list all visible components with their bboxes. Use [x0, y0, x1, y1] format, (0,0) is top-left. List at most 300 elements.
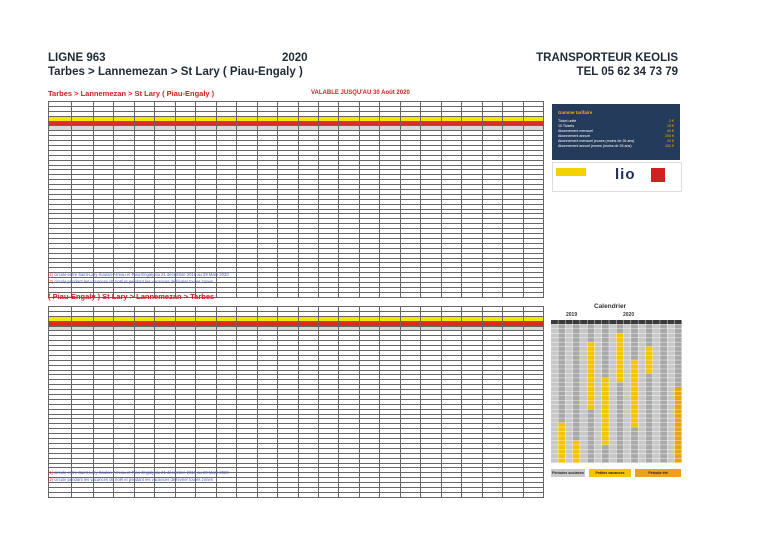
outbound-note-1: (1) circule entre Saint-Lary-Soulan-Arreau et Piau-Engaly du 21 décembre 2019 au 29 Mars 2020 — [48, 272, 229, 277]
calendar-cell — [624, 369, 631, 373]
calendar-cell — [660, 450, 667, 454]
calendar-cell — [587, 414, 594, 418]
calendar-cell — [653, 324, 660, 328]
calendar-cell — [573, 320, 580, 324]
calendar-cell — [573, 454, 580, 458]
calendar-cell — [653, 383, 660, 387]
calendar-cell — [566, 409, 573, 413]
calendar-cell — [587, 324, 594, 328]
calendar-cell — [573, 432, 580, 436]
timetable-cell — [298, 292, 318, 297]
timetable-cell — [257, 492, 277, 497]
calendar-cell — [595, 351, 602, 355]
calendar-cell — [653, 445, 660, 449]
calendar-cell — [595, 427, 602, 431]
calendar-cell — [653, 392, 660, 396]
calendar-cell — [638, 454, 645, 458]
calendar-cell — [595, 436, 602, 440]
timetable-cell — [237, 292, 257, 297]
calendar-cell — [624, 378, 631, 382]
calendar-cell — [667, 342, 674, 346]
calendar-cell — [660, 436, 667, 440]
calendar-cell — [667, 414, 674, 418]
calendar-cell — [631, 400, 638, 404]
calendar-cell — [566, 338, 573, 342]
calendar-cell — [566, 320, 573, 324]
calendar-cell — [667, 374, 674, 378]
calendar-cell — [667, 454, 674, 458]
calendar-cell — [631, 329, 638, 333]
calendar-cell — [675, 333, 682, 337]
calendar-cell — [660, 324, 667, 328]
timetable-cell — [523, 292, 543, 297]
calendar-cell — [558, 450, 565, 454]
calendar-cell — [653, 329, 660, 333]
calendar-cell — [653, 400, 660, 404]
calendar-cell — [675, 459, 682, 463]
calendar-cell — [602, 378, 609, 382]
calendar-cell — [638, 369, 645, 373]
calendar-cell — [660, 459, 667, 463]
calendar-cell — [566, 360, 573, 364]
calendar-cell — [609, 356, 616, 360]
calendar-cell — [631, 396, 638, 400]
calendar-cell — [602, 450, 609, 454]
calendar-cell — [617, 378, 624, 382]
calendar-cell — [595, 369, 602, 373]
calendar-cell — [587, 418, 594, 422]
timetable-cell — [318, 292, 338, 297]
calendar-cell — [602, 418, 609, 422]
calendar-cell — [667, 436, 674, 440]
calendar-cell — [631, 418, 638, 422]
calendar-cell — [667, 378, 674, 382]
calendar-cell — [617, 405, 624, 409]
calendar-cell — [624, 320, 631, 324]
calendar-cell — [653, 374, 660, 378]
calendar-cell — [675, 387, 682, 391]
calendar-cell — [602, 360, 609, 364]
timetable-cell — [380, 292, 400, 297]
calendar-cell — [566, 405, 573, 409]
calendar-cell — [646, 427, 653, 431]
calendar-cell — [595, 387, 602, 391]
calendar-cell — [551, 454, 558, 458]
calendar-cell — [566, 329, 573, 333]
timetable-cell — [278, 292, 298, 297]
fare-row: Ticket unité 2 € — [558, 119, 674, 123]
calendar-cell — [566, 400, 573, 404]
timetable-cell — [49, 492, 72, 497]
calendar-cell — [609, 333, 616, 337]
fare-row: Abonnement annuel jeunes (moins de 26 ans) 100 € — [558, 144, 674, 148]
calendar-cell — [617, 436, 624, 440]
calendar-cell — [646, 396, 653, 400]
calendar-cell — [638, 405, 645, 409]
calendar-cell — [631, 409, 638, 413]
calendar-cell — [573, 400, 580, 404]
calendar-cell — [675, 423, 682, 427]
calendar-cell — [646, 320, 653, 324]
calendar-cell — [617, 423, 624, 427]
timetable-cell — [216, 292, 236, 297]
calendar-cell — [624, 450, 631, 454]
calendar-cell — [667, 333, 674, 337]
calendar-cell — [646, 383, 653, 387]
calendar-cell — [609, 418, 616, 422]
calendar-cell — [667, 459, 674, 463]
calendar-cell — [675, 445, 682, 449]
calendar-cell — [617, 329, 624, 333]
calendar-cell — [609, 392, 616, 396]
calendar-cell — [638, 338, 645, 342]
calendar-cell — [566, 450, 573, 454]
calendar-cell — [566, 378, 573, 382]
fare-row: Abonnement mensuel 40 € — [558, 129, 674, 133]
calendar-cell — [595, 418, 602, 422]
calendar-cell — [660, 342, 667, 346]
calendar-cell — [675, 365, 682, 369]
calendar-cell — [631, 414, 638, 418]
calendar-cell — [617, 427, 624, 431]
calendar-cell — [551, 369, 558, 373]
calendar-cell — [558, 329, 565, 333]
calendar-cell — [580, 351, 587, 355]
calendar-cell — [617, 374, 624, 378]
calendar-cell — [646, 369, 653, 373]
calendar-cell — [660, 423, 667, 427]
calendar-cell — [617, 338, 624, 342]
calendar-cell — [587, 365, 594, 369]
calendar-cell — [624, 436, 631, 440]
calendar-cell — [609, 365, 616, 369]
calendar-cell — [675, 347, 682, 351]
fare-row: 10 Tickets 15 € — [558, 124, 674, 128]
calendar-title: Calendrier — [594, 303, 627, 310]
calendar-cell — [573, 441, 580, 445]
calendar-cell — [660, 374, 667, 378]
calendar-cell — [617, 360, 624, 364]
calendar-cell — [602, 427, 609, 431]
calendar-cell — [638, 383, 645, 387]
timetable-cell — [441, 492, 461, 497]
calendar-cell — [660, 333, 667, 337]
calendar-cell — [573, 427, 580, 431]
calendar-cell — [675, 441, 682, 445]
timetable-cell — [441, 292, 461, 297]
calendar-cell — [595, 360, 602, 364]
calendar-cell — [617, 333, 624, 337]
timetable-cell — [421, 292, 441, 297]
lio-logo — [552, 162, 682, 192]
inbound-note-2: (2) circule pendant les vacances de noël et pendant les vacances de février toutes zones — [48, 477, 213, 482]
calendar-cell — [587, 445, 594, 449]
calendar-cell — [551, 441, 558, 445]
calendar-cell — [631, 333, 638, 337]
outbound-title: Tarbes > Lannemezan > St Lary ( Piau-Engaly ) — [48, 89, 215, 98]
calendar-cell — [587, 320, 594, 324]
calendar-cell — [653, 338, 660, 342]
calendar-cell — [667, 423, 674, 427]
calendar-cell — [587, 409, 594, 413]
timetable-cell — [482, 292, 502, 297]
calendar-cell — [667, 418, 674, 422]
calendar-cell — [617, 387, 624, 391]
calendar-cell — [660, 365, 667, 369]
calendar-cell — [587, 383, 594, 387]
calendar-cell — [667, 383, 674, 387]
calendar-cell — [624, 441, 631, 445]
calendar-cell — [624, 459, 631, 463]
calendar-cell — [573, 450, 580, 454]
calendar-cell — [667, 450, 674, 454]
timetable-cell — [400, 292, 420, 297]
calendar-cell — [587, 423, 594, 427]
calendar-cell — [573, 333, 580, 337]
calendar-cell — [587, 374, 594, 378]
calendar-cell — [675, 436, 682, 440]
calendar-cell — [617, 441, 624, 445]
calendar-year-right: 2020 — [623, 312, 635, 318]
calendar-cell — [624, 333, 631, 337]
calendar-cell — [587, 454, 594, 458]
calendar-cell — [551, 436, 558, 440]
calendar-cell — [617, 351, 624, 355]
calendar-cell — [675, 392, 682, 396]
calendar-cell — [660, 338, 667, 342]
calendar-cell — [595, 432, 602, 436]
calendar-cell — [573, 369, 580, 373]
calendar-cell — [638, 378, 645, 382]
calendar-cell — [602, 329, 609, 333]
calendar-cell — [675, 356, 682, 360]
calendar-cell — [587, 333, 594, 337]
calendar-cell — [660, 351, 667, 355]
calendar-cell — [631, 405, 638, 409]
calendar-cell — [551, 374, 558, 378]
calendar-cell — [638, 409, 645, 413]
calendar-cell — [558, 338, 565, 342]
timetable-cell — [359, 292, 379, 297]
calendar-cell — [667, 320, 674, 324]
calendar-cell — [667, 347, 674, 351]
calendar-cell — [587, 427, 594, 431]
calendar-cell — [580, 432, 587, 436]
calendar-cell — [646, 338, 653, 342]
calendar-cell — [558, 459, 565, 463]
calendar-cell — [609, 400, 616, 404]
calendar-cell — [667, 409, 674, 413]
calendar-cell — [580, 450, 587, 454]
timetable-cell — [216, 492, 236, 497]
calendar-cell — [566, 356, 573, 360]
timetable-cell — [237, 492, 257, 497]
calendar-cell — [638, 324, 645, 328]
calendar-cell — [675, 418, 682, 422]
calendar-cell — [624, 454, 631, 458]
timetable-cell — [278, 492, 298, 497]
calendar-cell — [646, 324, 653, 328]
calendar-cell — [624, 445, 631, 449]
calendar-cell — [624, 409, 631, 413]
calendar-cell — [660, 454, 667, 458]
calendar-cell — [587, 459, 594, 463]
calendar-cell — [609, 342, 616, 346]
calendar-cell — [602, 409, 609, 413]
calendar-cell — [609, 450, 616, 454]
calendar-cell — [595, 459, 602, 463]
timetable-cell — [71, 492, 94, 497]
calendar-cell — [551, 445, 558, 449]
calendar-cell — [595, 338, 602, 342]
calendar-cell — [646, 454, 653, 458]
calendar-cell — [595, 445, 602, 449]
calendar-cell — [609, 374, 616, 378]
calendar-cell — [551, 338, 558, 342]
calendar-cell — [602, 454, 609, 458]
timetable-cell — [421, 492, 441, 497]
calendar-cell — [602, 369, 609, 373]
calendar-cell — [675, 360, 682, 364]
calendar-cell — [653, 436, 660, 440]
calendar-cell — [587, 342, 594, 346]
calendar-cell — [617, 347, 624, 351]
calendar-cell — [558, 365, 565, 369]
calendar-cell — [631, 387, 638, 391]
calendar-cell — [631, 459, 638, 463]
outbound-validity: VALABLE JUSQU'AU 30 Août 2020 — [311, 90, 410, 96]
calendar-cell — [617, 320, 624, 324]
legend-school-periods: Périodes scolaires — [552, 471, 584, 475]
calendar-cell — [580, 324, 587, 328]
calendar-cell — [660, 427, 667, 431]
timetable-cell — [155, 492, 175, 497]
calendar-cell — [595, 333, 602, 337]
calendar-cell — [602, 365, 609, 369]
timetable-cell — [462, 492, 482, 497]
calendar-cell — [624, 432, 631, 436]
calendar-cell — [595, 383, 602, 387]
calendar-cell — [667, 396, 674, 400]
calendar-cell — [638, 400, 645, 404]
lio-wordmark: lio — [615, 166, 636, 183]
calendar-cell — [602, 400, 609, 404]
calendar-cell — [667, 400, 674, 404]
timetable-cell — [318, 492, 338, 497]
calendar-cell — [573, 409, 580, 413]
calendar-cell — [573, 360, 580, 364]
calendar-cell — [660, 392, 667, 396]
calendar-cell — [602, 445, 609, 449]
calendar-cell — [646, 378, 653, 382]
calendar-cell — [617, 459, 624, 463]
timetable-cell — [134, 492, 154, 497]
calendar-cell — [573, 418, 580, 422]
calendar-cell — [624, 392, 631, 396]
calendar-cell — [638, 374, 645, 378]
fare-row: Abonnement annuel 200 € — [558, 134, 674, 138]
calendar-cell — [660, 414, 667, 418]
calendar-cell — [573, 405, 580, 409]
calendar-cell — [675, 400, 682, 404]
calendar-cell — [595, 450, 602, 454]
calendar-cell — [675, 450, 682, 454]
calendar-cell — [667, 405, 674, 409]
calendar-cell — [638, 450, 645, 454]
timetable-cell — [380, 492, 400, 497]
calendar-cell — [573, 387, 580, 391]
calendar-cell — [609, 454, 616, 458]
calendar-cell — [660, 387, 667, 391]
calendar-cell — [653, 396, 660, 400]
fare-title: Gamme tarifaire — [558, 110, 593, 115]
calendar-cell — [587, 387, 594, 391]
timetable-cell — [359, 492, 379, 497]
calendar-cell — [551, 342, 558, 346]
timetable-cell — [503, 492, 523, 497]
calendar-cell — [580, 423, 587, 427]
calendar-cell — [646, 356, 653, 360]
timetable-cell — [298, 492, 318, 497]
calendar-cell — [638, 441, 645, 445]
calendar-cell — [638, 351, 645, 355]
calendar-cell — [667, 432, 674, 436]
calendar-cell — [566, 351, 573, 355]
calendar-cell — [551, 387, 558, 391]
calendar-cell — [638, 392, 645, 396]
calendar-cell — [587, 432, 594, 436]
calendar-cell — [631, 320, 638, 324]
calendar-cell — [624, 396, 631, 400]
calendar-cell — [624, 387, 631, 391]
calendar-cell — [580, 409, 587, 413]
calendar-cell — [609, 324, 616, 328]
calendar-cell — [675, 320, 682, 324]
calendar-cell — [566, 392, 573, 396]
calendar-cell — [638, 445, 645, 449]
calendar-cell — [587, 405, 594, 409]
calendar-cell — [573, 342, 580, 346]
calendar-cell — [587, 356, 594, 360]
calendar-cell — [595, 409, 602, 413]
calendar-cell — [580, 360, 587, 364]
calendar-cell — [580, 392, 587, 396]
calendar-cell — [580, 387, 587, 391]
calendar-cell — [595, 324, 602, 328]
calendar-cell — [558, 369, 565, 373]
calendar-cell — [566, 423, 573, 427]
calendar-cell — [617, 383, 624, 387]
calendar-cell — [580, 454, 587, 458]
calendar-cell — [580, 342, 587, 346]
calendar-cell — [646, 414, 653, 418]
calendar-cell — [638, 320, 645, 324]
calendar-cell — [653, 360, 660, 364]
calendar-cell — [667, 369, 674, 373]
timetable-cell — [175, 492, 195, 497]
calendar-cell — [566, 414, 573, 418]
calendar-cell — [551, 347, 558, 351]
calendar-cell — [595, 414, 602, 418]
calendar-cell — [602, 351, 609, 355]
calendar-cell — [675, 383, 682, 387]
calendar-cell — [551, 450, 558, 454]
calendar-cell — [675, 329, 682, 333]
calendar-cell — [617, 356, 624, 360]
calendar-cell — [566, 459, 573, 463]
calendar-cell — [609, 427, 616, 431]
calendar-cell — [653, 333, 660, 337]
